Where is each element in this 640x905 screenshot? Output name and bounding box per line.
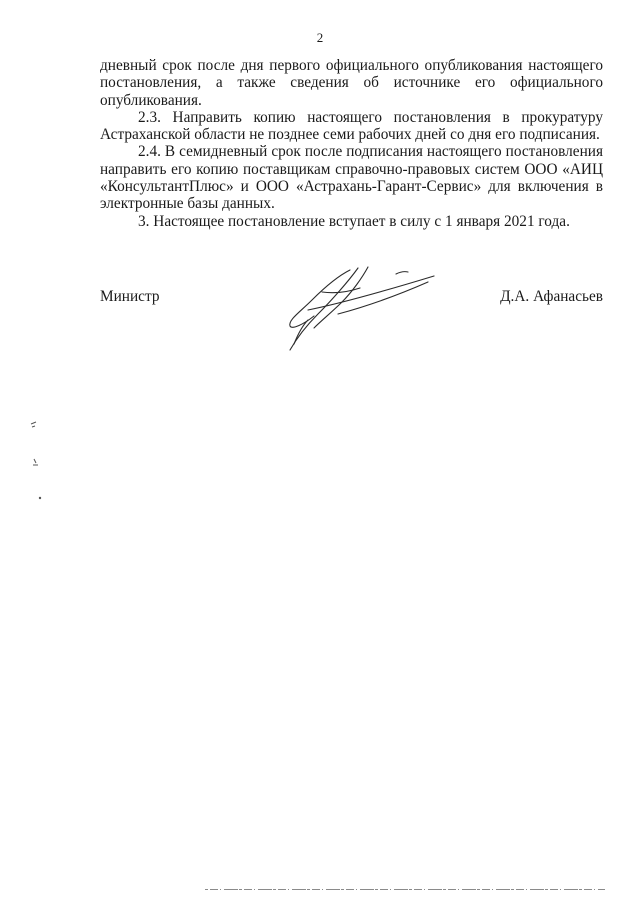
paragraph-2-4: 2.4. В семидневный срок после подписания настоящего постановления направить его копию поставщикам справочно-правовых систем ООО «АИЦ «КонсультантПлюс» и ООО «Астрахань-Гарант-Сервис» для включения в электронные базы данных. <box>100 143 603 213</box>
signer-title: Министр <box>100 288 160 305</box>
paragraph-publication-continuation: дневный срок после дня первого официального опубликования настоящего постановления, а также сведения об источнике его официального опубликования. <box>100 57 603 109</box>
page-number: 2 <box>316 30 324 45</box>
scan-edge-line <box>205 889 605 890</box>
scan-speck <box>30 456 42 468</box>
signer-name: Д.А. Афанасьев <box>500 288 603 305</box>
paragraph-3: 3. Настоящее постановление вступает в силу с 1 января 2021 года. <box>138 212 570 230</box>
scan-speck <box>36 494 44 502</box>
scan-speck <box>28 418 40 430</box>
paragraph-2-3: 2.3. Направить копию настоящего постановления в прокуратуру Астраханской области не позднее семи рабочих дней со дня его подписания. <box>100 108 603 144</box>
handwritten-signature <box>278 262 438 360</box>
document-body <box>100 57 603 230</box>
